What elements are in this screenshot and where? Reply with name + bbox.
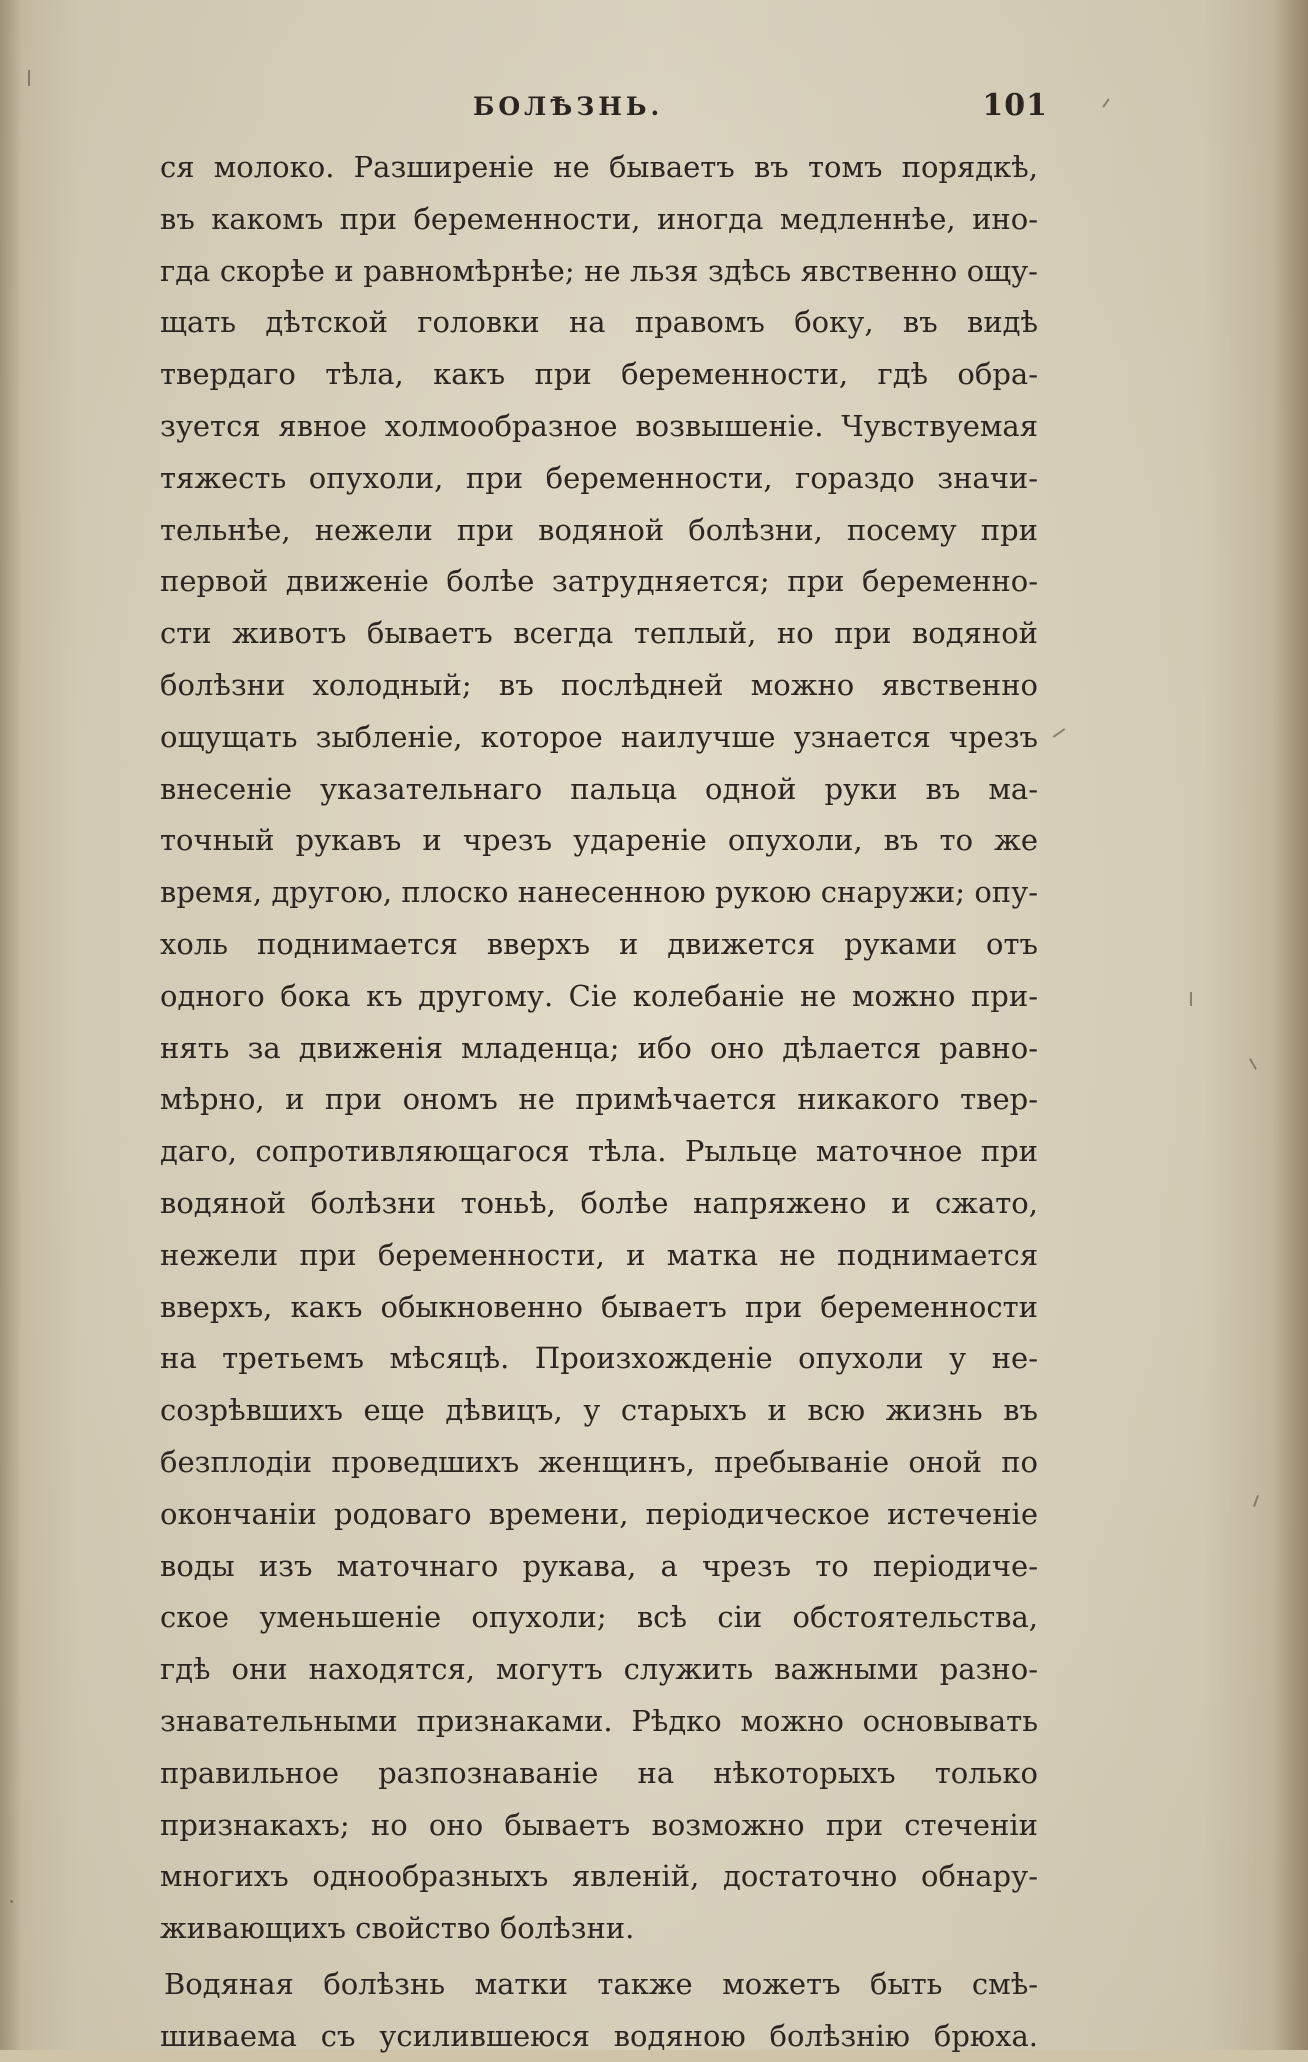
- text-line-paragraph-end: живающихъ свойство болѣзни.: [160, 1911, 635, 1946]
- text-line: на третьемъ мѣсяцѣ. Произхожденіе опухоли у не-: [160, 1341, 1038, 1376]
- text-line: гдѣ они находятся, могутъ служить важными разно-: [160, 1652, 1038, 1687]
- body-text: [160, 142, 1038, 2062]
- ink-speck: [1253, 1495, 1259, 1507]
- text-line: щать дѣтской головки на правомъ боку, въ видѣ: [160, 305, 1038, 340]
- ink-speck: [10, 1900, 13, 1903]
- text-line: мѣрно, и при ономъ не примѣчается никакого твер-: [160, 1082, 1038, 1117]
- ink-speck: [1102, 98, 1109, 107]
- text-line: гда скорѣе и равномѣрнѣе; не льзя здѣсь явственно ощу-: [160, 253, 1038, 288]
- running-head: БОЛѢЗНЬ.: [473, 92, 664, 121]
- text-line: многихъ однообразныхъ явленій, достаточно обнару-: [160, 1859, 1038, 1894]
- text-line: ское уменьшеніе опухоли; всѣ сіи обстоятельства,: [160, 1600, 1038, 1635]
- text-line: созрѣвшихъ еще дѣвицъ, у старыхъ и всю жизнь въ: [160, 1393, 1038, 1428]
- text-line: даго, сопротивляющагося тѣла. Рыльце маточное при: [160, 1134, 1038, 1169]
- text-line: воды изъ маточнаго рукава, а чрезъ то періодиче-: [160, 1548, 1038, 1583]
- ink-speck: [1249, 1058, 1257, 1069]
- text-line: нежели при беременности, и матка не поднимается: [160, 1237, 1038, 1272]
- text-line: въ какомъ при беременности, иногда медленнѣе, ино-: [160, 201, 1038, 236]
- text-line: нять за движенія младенца; ибо оно дѣлается равно-: [160, 1030, 1038, 1065]
- text-line: водяной болѣзни тоньѣ, болѣе напряжено и сжато,: [160, 1185, 1038, 1220]
- text-line: болѣзни холодный; въ послѣдней можно явственно: [160, 667, 1038, 702]
- text-line-paragraph-start: Водяная болѣзнь матки также можетъ быть смѣ-: [164, 1966, 1038, 2001]
- text-line: точный рукавъ и чрезъ удареніе опухоли, въ то же: [160, 823, 1038, 858]
- text-line: ся молоко. Разширеніе не бываетъ въ томъ порядкѣ,: [160, 150, 1038, 184]
- page-gutter-shadow: [0, 0, 22, 2050]
- page-number: 101: [982, 88, 1048, 123]
- text-line: признакахъ; но оно бываетъ возможно при стеченіи: [160, 1807, 1038, 1842]
- text-line: знавательными признаками. Рѣдко можно основывать: [160, 1703, 1038, 1738]
- text-line: внесеніе указательнаго пальца одной руки въ ма-: [160, 771, 1038, 806]
- ink-speck: [28, 70, 30, 86]
- text-line: время, другою, плоско нанесенною рукою снаружи; опу-: [160, 875, 1038, 910]
- text-line: сти животъ бываетъ всегда теплый, но при водяной: [160, 616, 1038, 651]
- ink-speck: [1053, 728, 1066, 738]
- text-line: тяжесть опухоли, при беременности, гораздо значи-: [160, 460, 1038, 495]
- text-line: твердаго тѣла, какъ при беременности, гдѣ обра-: [160, 357, 1038, 392]
- text-line: тельнѣе, нежели при водяной болѣзни, посему при: [160, 512, 1038, 547]
- page-edge-shadow: [1272, 0, 1308, 2050]
- text-line: шиваема съ усилившеюся водяною болѣзнію брюха.: [160, 2018, 1038, 2053]
- text-line: холь поднимается вверхъ и движется руками отъ: [160, 926, 1038, 961]
- text-line: вверхъ, какъ обыкновенно бываетъ при беременности: [160, 1289, 1038, 1324]
- text-line: окончаніи родоваго времени, періодическое истеченіе: [160, 1496, 1038, 1531]
- text-line: безплодіи проведшихъ женщинъ, пребываніе оной по: [160, 1444, 1038, 1479]
- text-line: зуется явное холмообразное возвышеніе. Чувствуемая: [160, 408, 1038, 443]
- ink-speck: [1190, 992, 1192, 1006]
- text-line: одного бока къ другому. Сіе колебаніе не можно при-: [160, 978, 1038, 1013]
- text-line: ощущать зыбленіе, которое наилучше узнается чрезъ: [160, 719, 1038, 754]
- page-header: [148, 88, 1048, 132]
- text-line: правильное разпознаваніе на нѣкоторыхъ только: [160, 1755, 1038, 1790]
- text-line: первой движеніе болѣе затрудняется; при беременно-: [160, 564, 1038, 599]
